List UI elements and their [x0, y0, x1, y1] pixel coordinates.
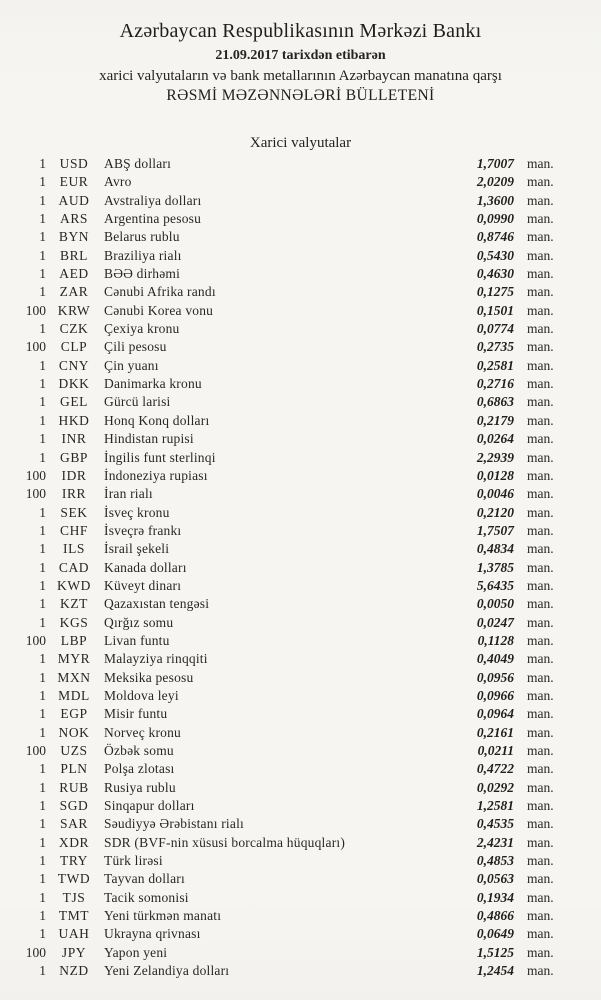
- currency-row: [0, 871, 601, 889]
- currency-row: [0, 193, 601, 211]
- currency-code-cell: KWD: [56, 577, 92, 593]
- currency-name-cell: Norveç kronu: [104, 724, 181, 740]
- rate-value-cell: 0,8746: [476, 229, 514, 245]
- currency-row: [0, 266, 601, 284]
- rate-value-cell: 0,0292: [476, 779, 514, 795]
- currency-row: [0, 743, 601, 761]
- rate-value-cell: 0,4866: [476, 908, 514, 924]
- rate-value-cell: 0,1934: [476, 889, 514, 905]
- rate-value-cell: 0,0046: [476, 486, 514, 502]
- currency-name-cell: Hindistan rupisi: [104, 431, 194, 447]
- currency-code-cell: MDL: [58, 687, 90, 703]
- quantity-cell: 1: [39, 559, 46, 575]
- rate-value-cell: 1,2454: [476, 963, 514, 979]
- rate-value-cell: 1,7007: [476, 156, 514, 171]
- unit-cell: man.: [527, 156, 554, 171]
- rate-value-cell: 0,2161: [476, 724, 514, 740]
- rate-value-cell: 0,2179: [476, 412, 514, 428]
- currency-code-cell: ARS: [59, 211, 89, 227]
- rate-value-cell: 0,5430: [476, 247, 514, 263]
- currency-name-cell: İsveçrə frankı: [104, 522, 182, 538]
- currency-code-cell: PLN: [60, 761, 88, 777]
- quantity-cell: 100: [25, 467, 46, 483]
- currency-name-cell: Ukrayna qrivnası: [104, 926, 201, 942]
- currency-code-cell: AED: [59, 266, 89, 282]
- currency-name-cell: ABŞ dolları: [104, 156, 172, 171]
- currency-row: [0, 486, 601, 504]
- unit-cell: man.: [527, 779, 554, 795]
- rate-value-cell: 0,0128: [476, 467, 514, 483]
- currency-name-cell: Moldova leyi: [104, 687, 179, 703]
- currency-code-cell: NOK: [58, 724, 90, 740]
- currency-row: [0, 706, 601, 724]
- rate-value-cell: 0,0966: [476, 687, 514, 703]
- unit-cell: man.: [527, 577, 554, 593]
- currency-row: [0, 413, 601, 431]
- currency-row: [0, 761, 601, 779]
- currency-code-cell: GEL: [59, 394, 89, 410]
- rate-value-cell: 0,0563: [476, 871, 514, 887]
- rate-value-cell: 1,2581: [476, 798, 514, 814]
- quantity-cell: 1: [39, 192, 46, 208]
- currency-code-cell: TRY: [59, 853, 89, 869]
- currency-name-cell: SDR (BVF-nin xüsusi borcalma hüquqları): [104, 834, 346, 850]
- rate-value-cell: 5,6435: [476, 577, 514, 593]
- quantity-cell: 1: [39, 504, 46, 520]
- rate-value-cell: 1,3600: [476, 192, 514, 208]
- currency-code-cell: CNY: [58, 357, 90, 373]
- rate-value-cell: 0,4853: [476, 853, 514, 869]
- currency-name-cell: Belarus rublu: [104, 229, 180, 245]
- unit-cell: man.: [527, 559, 554, 575]
- quantity-cell: 1: [39, 669, 46, 685]
- unit-cell: man.: [527, 266, 554, 282]
- unit-cell: man.: [527, 687, 554, 703]
- unit-cell: man.: [527, 614, 554, 630]
- unit-cell: man.: [527, 339, 554, 355]
- quantity-cell: 1: [39, 651, 46, 667]
- unit-cell: man.: [527, 963, 554, 979]
- quantity-cell: 1: [39, 174, 46, 190]
- currency-name-cell: Səudiyyə Ərəbistanı rialı: [104, 816, 244, 832]
- rate-value-cell: 0,2716: [476, 376, 514, 392]
- quantity-cell: 1: [39, 412, 46, 428]
- currency-row: [0, 156, 601, 174]
- unit-cell: man.: [527, 174, 554, 190]
- currency-code-cell: KGS: [59, 614, 89, 630]
- rate-value-cell: 1,3785: [476, 559, 514, 575]
- currency-name-cell: Rusiya rublu: [104, 779, 176, 795]
- quantity-cell: 1: [39, 247, 46, 263]
- currency-code-cell: IRR: [61, 486, 87, 502]
- currency-code-cell: TMT: [58, 908, 90, 924]
- currency-row: [0, 725, 601, 743]
- rate-value-cell: 0,0211: [477, 743, 514, 758]
- currency-row: [0, 578, 601, 596]
- currency-row: [0, 339, 601, 357]
- quantity-cell: 1: [39, 541, 46, 557]
- unit-cell: man.: [527, 522, 554, 538]
- currency-name-cell: Avstraliya dolları: [104, 192, 202, 208]
- effective-date-line: 21.09.2017 tarixdən etibarən: [215, 48, 386, 63]
- exchange-rates-table: [0, 156, 601, 981]
- unit-cell: man.: [527, 302, 554, 318]
- rate-value-cell: 0,0264: [476, 431, 514, 447]
- currency-row: [0, 321, 601, 339]
- currency-row: [0, 376, 601, 394]
- currency-code-cell: INR: [61, 431, 87, 447]
- currency-name-cell: Türk lirəsi: [104, 853, 163, 869]
- currency-name-cell: Özbək somu: [104, 743, 174, 758]
- rate-value-cell: 0,1501: [476, 302, 514, 318]
- currency-code-cell: EGP: [60, 706, 88, 722]
- unit-cell: man.: [527, 651, 554, 667]
- unit-cell: man.: [527, 394, 554, 410]
- quantity-cell: 1: [39, 266, 46, 282]
- quantity-cell: 1: [39, 871, 46, 887]
- rate-value-cell: 0,0964: [476, 706, 514, 722]
- unit-cell: man.: [527, 486, 554, 502]
- currency-name-cell: İran rialı: [104, 486, 153, 502]
- currency-name-cell: Çili pesosu: [104, 339, 167, 355]
- quantity-cell: 1: [39, 522, 46, 538]
- unit-cell: man.: [527, 889, 554, 905]
- quantity-cell: 1: [39, 357, 46, 373]
- quantity-cell: 1: [39, 577, 46, 593]
- currency-row: [0, 633, 601, 651]
- rate-value-cell: 0,0990: [476, 211, 514, 227]
- rate-value-cell: 0,2735: [476, 339, 514, 355]
- currency-code-cell: XDR: [58, 834, 90, 850]
- currency-name-cell: Qırğız somu: [104, 614, 174, 630]
- currency-code-cell: KRW: [57, 302, 91, 318]
- unit-cell: man.: [527, 834, 554, 850]
- rate-value-cell: 0,4535: [476, 816, 514, 832]
- rate-value-cell: 0,0649: [476, 926, 514, 942]
- quantity-cell: 1: [39, 853, 46, 869]
- currency-row: [0, 431, 601, 449]
- currency-name-cell: Avro: [104, 174, 132, 190]
- quantity-cell: 1: [39, 889, 46, 905]
- unit-cell: man.: [527, 229, 554, 245]
- currency-row: [0, 963, 601, 981]
- unit-cell: man.: [527, 926, 554, 942]
- currency-code-cell: BYN: [58, 229, 90, 245]
- currency-code-cell: SGD: [59, 798, 89, 814]
- unit-cell: man.: [527, 357, 554, 373]
- unit-cell: man.: [527, 412, 554, 428]
- unit-cell: man.: [527, 669, 554, 685]
- quantity-cell: 100: [25, 302, 46, 318]
- quantity-cell: 1: [39, 724, 46, 740]
- rate-value-cell: 2,4231: [476, 834, 514, 850]
- currency-code-cell: CHF: [59, 522, 89, 538]
- rate-value-cell: 1,5125: [476, 944, 514, 960]
- currency-row: [0, 926, 601, 944]
- quantity-cell: 1: [39, 156, 46, 171]
- currency-row: [0, 174, 601, 192]
- currency-name-cell: Çin yuanı: [104, 357, 159, 373]
- rate-value-cell: 0,1128: [477, 632, 514, 648]
- currency-code-cell: MXN: [57, 669, 91, 685]
- currency-code-cell: GBP: [59, 449, 89, 465]
- unit-cell: man.: [527, 284, 554, 300]
- unit-cell: man.: [527, 321, 554, 337]
- currency-code-cell: ILS: [62, 541, 86, 557]
- currency-name-cell: İngilis funt sterlinqi: [104, 449, 216, 465]
- rate-value-cell: 1,7507: [476, 522, 514, 538]
- currency-name-cell: Cənubi Afrika randı: [104, 284, 216, 300]
- currency-name-cell: İndoneziya rupiası: [104, 467, 208, 483]
- currency-row: [0, 468, 601, 486]
- quantity-cell: 1: [39, 449, 46, 465]
- currency-name-cell: Küveyt dinarı: [104, 577, 182, 593]
- currency-code-cell: KZT: [59, 596, 89, 612]
- quantity-cell: 100: [25, 486, 46, 502]
- currency-row: [0, 688, 601, 706]
- currency-code-cell: NZD: [59, 963, 89, 979]
- quantity-cell: 1: [39, 431, 46, 447]
- currency-name-cell: Tacik somonisi: [104, 889, 189, 905]
- currency-code-cell: IDR: [61, 467, 87, 483]
- unit-cell: man.: [527, 376, 554, 392]
- currency-row: [0, 945, 601, 963]
- unit-cell: man.: [527, 504, 554, 520]
- currency-name-cell: Livan funtu: [104, 632, 170, 648]
- quantity-cell: 1: [39, 229, 46, 245]
- currency-name-cell: Danimarka kronu: [104, 376, 202, 392]
- currency-row: [0, 211, 601, 229]
- rate-value-cell: 2,2939: [476, 449, 514, 465]
- quantity-cell: 1: [39, 779, 46, 795]
- unit-cell: man.: [527, 816, 554, 832]
- currency-code-cell: LBP: [60, 632, 88, 648]
- currency-code-cell: CLP: [60, 339, 88, 355]
- currency-row: [0, 229, 601, 247]
- unit-cell: man.: [527, 853, 554, 869]
- unit-cell: man.: [527, 871, 554, 887]
- currency-name-cell: İsrail şekeli: [104, 541, 170, 557]
- currency-code-cell: DKK: [58, 376, 90, 392]
- currency-code-cell: MYR: [57, 651, 91, 667]
- rate-value-cell: 2,0209: [476, 174, 514, 190]
- currency-code-cell: EUR: [59, 174, 89, 190]
- unit-cell: man.: [527, 247, 554, 263]
- quantity-cell: 100: [25, 944, 46, 960]
- currency-row: [0, 394, 601, 412]
- quantity-cell: 1: [39, 614, 46, 630]
- unit-cell: man.: [527, 632, 554, 648]
- currency-row: [0, 303, 601, 321]
- unit-cell: man.: [527, 743, 554, 758]
- quantity-cell: 1: [39, 687, 46, 703]
- currency-name-cell: Meksika pesosu: [104, 669, 194, 685]
- currency-code-cell: TJS: [62, 889, 86, 905]
- rate-value-cell: 0,4630: [476, 266, 514, 282]
- unit-cell: man.: [527, 596, 554, 612]
- unit-cell: man.: [527, 944, 554, 960]
- currency-name-cell: Honq Konq dolları: [104, 412, 210, 428]
- rate-value-cell: 0,0774: [476, 321, 514, 337]
- currency-name-cell: Yeni türkmən manatı: [104, 908, 222, 924]
- currency-code-cell: SEK: [60, 504, 88, 520]
- quantity-cell: 100: [25, 632, 46, 648]
- rate-value-cell: 0,1275: [476, 284, 514, 300]
- document-subtitle: xarici valyutaların və bank metallarının Azərbaycan manatına qarşı: [99, 68, 502, 84]
- unit-cell: man.: [527, 724, 554, 740]
- currency-name-cell: Argentina pesosu: [104, 211, 202, 227]
- unit-cell: man.: [527, 908, 554, 924]
- quantity-cell: 1: [39, 596, 46, 612]
- quantity-cell: 1: [39, 963, 46, 979]
- quantity-cell: 1: [39, 321, 46, 337]
- currency-code-cell: USD: [59, 156, 89, 171]
- quantity-cell: 1: [39, 834, 46, 850]
- quantity-cell: 1: [39, 706, 46, 722]
- currency-row: [0, 358, 601, 376]
- currency-row: [0, 853, 601, 871]
- quantity-cell: 1: [39, 816, 46, 832]
- unit-cell: man.: [527, 431, 554, 447]
- unit-cell: man.: [527, 192, 554, 208]
- currency-row: [0, 450, 601, 468]
- currency-row: [0, 670, 601, 688]
- currency-code-cell: RUB: [59, 779, 89, 795]
- currency-code-cell: CZK: [59, 321, 89, 337]
- currency-name-cell: Braziliya rialı: [104, 247, 182, 263]
- currency-code-cell: ZAR: [59, 284, 89, 300]
- currency-code-cell: SAR: [59, 816, 89, 832]
- currency-row: [0, 615, 601, 633]
- rate-value-cell: 0,4834: [476, 541, 514, 557]
- unit-cell: man.: [527, 761, 554, 777]
- bank-title: Azərbaycan Respublikasının Mərkəzi Bankı: [119, 20, 482, 42]
- currency-name-cell: BƏƏ dirhəmi: [104, 266, 181, 282]
- rate-value-cell: 0,0247: [476, 614, 514, 630]
- currency-row: [0, 816, 601, 834]
- currency-code-cell: CAD: [58, 559, 90, 575]
- currency-code-cell: UZS: [60, 743, 88, 758]
- currency-row: [0, 596, 601, 614]
- currency-row: [0, 505, 601, 523]
- document-header: [0, 0, 601, 106]
- quantity-cell: 1: [39, 376, 46, 392]
- currency-name-cell: Yeni Zelandiya dolları: [104, 963, 230, 979]
- currency-name-cell: Yapon yeni: [104, 944, 168, 960]
- currency-name-cell: Çexiya kronu: [104, 321, 180, 337]
- rate-value-cell: 0,4722: [476, 761, 514, 777]
- currency-name-cell: Gürcü larisi: [104, 394, 171, 410]
- rate-value-cell: 0,0956: [476, 669, 514, 685]
- quantity-cell: 1: [39, 926, 46, 942]
- rate-value-cell: 0,2120: [476, 504, 514, 520]
- quantity-cell: 1: [39, 284, 46, 300]
- currency-code-cell: UAH: [58, 926, 90, 942]
- rate-value-cell: 0,0050: [476, 596, 514, 612]
- currency-name-cell: Sinqapur dolları: [104, 798, 195, 814]
- currency-name-cell: Malayziya rinqqiti: [104, 651, 208, 667]
- unit-cell: man.: [527, 706, 554, 722]
- currency-row: [0, 890, 601, 908]
- quantity-cell: 1: [39, 798, 46, 814]
- quantity-cell: 1: [39, 908, 46, 924]
- currency-row: [0, 541, 601, 559]
- currency-row: [0, 560, 601, 578]
- quantity-cell: 100: [25, 339, 46, 355]
- currency-row: [0, 780, 601, 798]
- unit-cell: man.: [527, 541, 554, 557]
- unit-cell: man.: [527, 449, 554, 465]
- currency-code-cell: BRL: [59, 247, 89, 263]
- section-title-foreign-currencies: Xarici valyutalar: [249, 135, 352, 151]
- currency-row: [0, 651, 601, 669]
- currency-row: [0, 798, 601, 816]
- rate-value-cell: 0,6863: [476, 394, 514, 410]
- rate-value-cell: 0,2581: [476, 357, 514, 373]
- currency-name-cell: Polşa zlotası: [104, 761, 175, 777]
- currency-name-cell: İsveç kronu: [104, 504, 170, 520]
- currency-row: [0, 835, 601, 853]
- currency-row: [0, 248, 601, 266]
- quantity-cell: 1: [39, 211, 46, 227]
- unit-cell: man.: [527, 211, 554, 227]
- unit-cell: man.: [527, 798, 554, 814]
- currency-row: [0, 284, 601, 302]
- bulletin-title: RƏSMİ MƏZƏNNƏLƏRİ BÜLLETENİ: [166, 87, 435, 104]
- rate-value-cell: 0,4049: [476, 651, 514, 667]
- currency-name-cell: Misir funtu: [104, 706, 168, 722]
- currency-name-cell: Kanada dolları: [104, 559, 187, 575]
- currency-name-cell: Tayvan dolları: [104, 871, 185, 887]
- currency-row: [0, 523, 601, 541]
- currency-code-cell: AUD: [58, 192, 90, 208]
- currency-code-cell: HKD: [58, 412, 90, 428]
- currency-name-cell: Qazaxıstan tengəsi: [104, 596, 210, 612]
- currency-name-cell: Cənubi Korea vonu: [104, 302, 214, 318]
- quantity-cell: 1: [39, 394, 46, 410]
- quantity-cell: 1: [39, 761, 46, 777]
- unit-cell: man.: [527, 467, 554, 483]
- currency-code-cell: JPY: [61, 944, 87, 960]
- currency-code-cell: TWD: [57, 871, 91, 887]
- quantity-cell: 100: [25, 743, 46, 758]
- currency-row: [0, 908, 601, 926]
